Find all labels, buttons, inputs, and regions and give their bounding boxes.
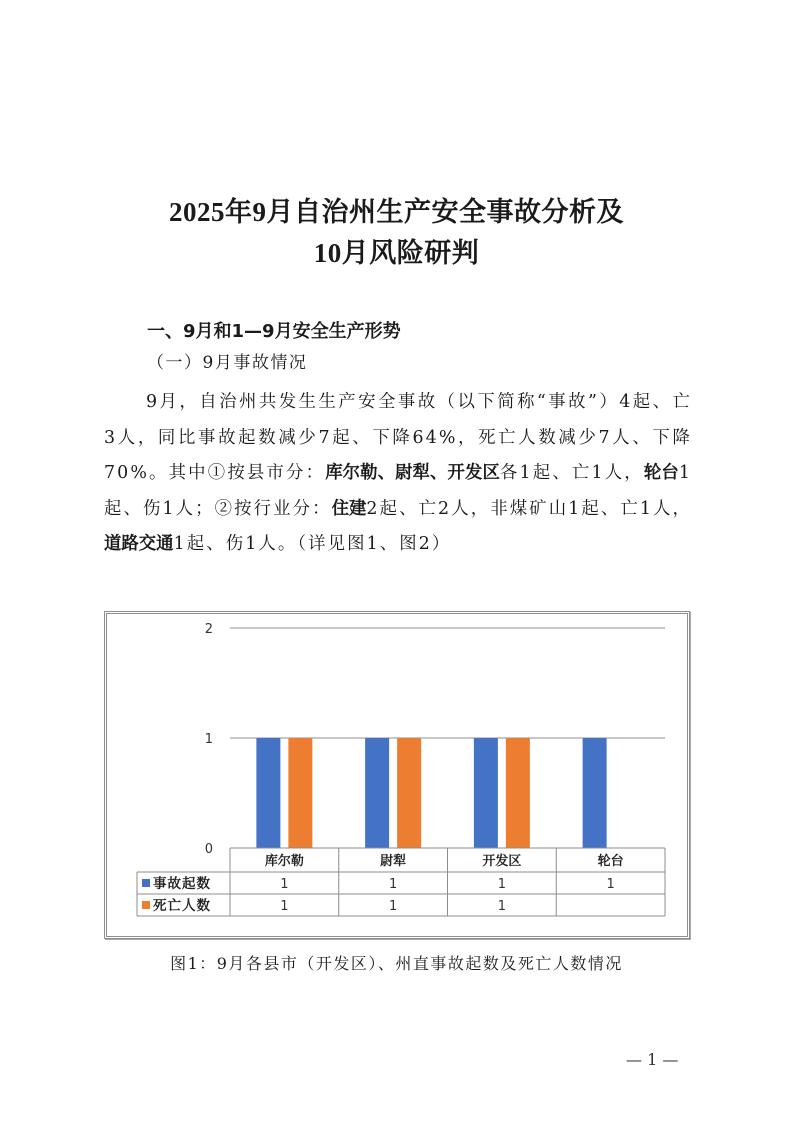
page-number: — 1 — — [626, 1050, 679, 1069]
legend-swatch — [142, 879, 150, 887]
legend-label: 死亡人数 — [153, 898, 211, 914]
document-title-line-2: 10月风险研判 — [313, 238, 480, 268]
bar-accidents — [474, 738, 498, 848]
paragraph-bold-housing: 住建 — [331, 498, 367, 519]
bar-deaths — [506, 738, 530, 848]
paragraph-bold-road-traffic: 道路交通 — [104, 534, 174, 554]
paragraph-bold-luntai: 轮台 — [643, 463, 679, 483]
chart-figure-1 — [104, 611, 690, 939]
subsection-heading: （一）9月事故情况 — [147, 353, 308, 373]
paragraph-text: 2起、亡2人，非煤矿山1起、亡1人， — [366, 498, 692, 519]
data-label: 1 — [497, 899, 507, 914]
data-label: 1 — [606, 877, 615, 892]
bar-accidents — [365, 738, 389, 848]
data-label: 1 — [280, 877, 289, 892]
section-heading: 一、9月和1—9月安全生产形势 — [147, 321, 401, 342]
y-tick-label: 1 — [204, 732, 213, 747]
data-label: 1 — [497, 877, 507, 892]
paragraph-text: 9月，自治州共发生生产安全事故（以下简称“事故”）4起、亡3人，同比事故起数减少7起、下降64%，死亡人数减少7人、下降70%。其中①按县市分： — [104, 392, 693, 483]
data-label: 1 — [388, 899, 398, 914]
document-title-line-1: 2025年9月自治州生产安全事故分析及 — [169, 197, 624, 227]
category-label: 轮台 — [597, 854, 624, 869]
paragraph-bold-counties: 库尔勒、尉犁、开发区 — [325, 463, 500, 483]
body-paragraph — [104, 385, 692, 563]
bar-accidents — [256, 738, 280, 848]
y-tick-label: 0 — [204, 842, 213, 857]
y-tick-label: 2 — [204, 622, 213, 637]
data-label: 1 — [280, 899, 289, 914]
bar-deaths — [397, 738, 421, 848]
legend-label: 事故起数 — [153, 876, 211, 892]
legend-swatch — [142, 901, 150, 909]
category-label: 尉犁 — [380, 854, 407, 869]
category-label: 开发区 — [482, 854, 522, 869]
paragraph-text: 1起、伤1人；②按行业分： — [104, 463, 692, 519]
paragraph-text: 各1起、亡1人， — [499, 463, 644, 483]
bar-accidents — [583, 738, 607, 848]
category-label: 库尔勒 — [264, 854, 304, 869]
paragraph-text: 1起、伤1人。（详见图1、图2） — [173, 534, 452, 554]
bar-deaths — [288, 738, 312, 848]
bar-chart — [107, 614, 687, 936]
figure-caption: 图1：9月各县市（开发区）、州直事故起数及死亡人数情况 — [170, 954, 623, 973]
data-label: 1 — [388, 877, 398, 892]
